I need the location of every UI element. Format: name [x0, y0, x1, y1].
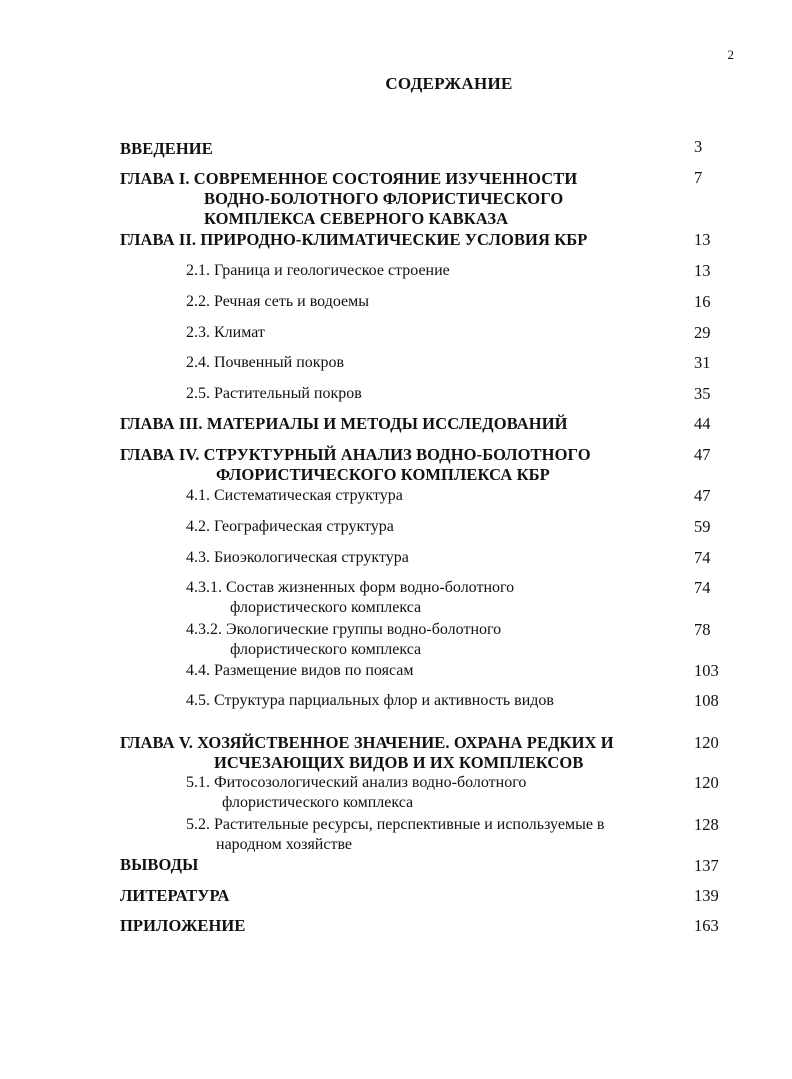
- toc-page-number: 13: [694, 230, 711, 249]
- toc-page-number: 13: [694, 261, 711, 280]
- toc-entry-subsection-cont: флористического комплекса: [230, 641, 422, 658]
- toc-entry-chapter-5-cont: ИСЧЕЗАЮЩИХ ВИДОВ И ИХ КОМПЛЕКСОВ: [214, 753, 584, 772]
- toc-entry-chapter-4-cont: ФЛОРИСТИЧЕСКОГО КОМПЛЕКСА КБР: [216, 465, 550, 484]
- page-number: 2: [727, 47, 734, 62]
- toc-page-number: 3: [694, 137, 703, 156]
- toc-entry-section: 2.3. Климат: [186, 324, 265, 341]
- toc-page-number: 74: [694, 578, 711, 597]
- toc-page-number: 103: [694, 661, 719, 680]
- toc-entry-literature: ЛИТЕРАТУРА: [120, 886, 230, 905]
- toc-page-number: 120: [694, 773, 719, 792]
- toc-page-number: 139: [694, 886, 719, 905]
- toc-entry-subsection: 4.3.1. Состав жизненных форм водно-болотного: [186, 579, 515, 596]
- toc-entry-chapter-1: ГЛАВА I. СОВРЕМЕННОЕ СОСТОЯНИЕ ИЗУЧЕННОСТИ: [120, 169, 578, 188]
- toc-entry-conclusions: ВЫВОДЫ: [120, 855, 199, 874]
- toc-page-number: 35: [694, 384, 711, 403]
- toc-entry-section: 2.1. Граница и геологическое строение: [186, 262, 450, 279]
- toc-entry-chapter-4: ГЛАВА IV. СТРУКТУРНЫЙ АНАЛИЗ ВОДНО-БОЛОТНОГО: [120, 445, 591, 464]
- toc-entry-chapter-1-cont: КОМПЛЕКСА СЕВЕРНОГО КАВКАЗА: [204, 209, 509, 228]
- toc-entry-section: 4.3. Биоэкологическая структура: [186, 549, 409, 566]
- toc-page-number: 120: [694, 733, 719, 752]
- toc-entry-section-cont: народном хозяйстве: [216, 836, 353, 853]
- toc-entry-subsection-cont: флористического комплекса: [230, 599, 422, 616]
- toc-entry-chapter-3: ГЛАВА III. МАТЕРИАЛЫ И МЕТОДЫ ИССЛЕДОВАНИЙ: [120, 414, 568, 433]
- toc-entry-chapter-1-cont: ВОДНО-БОЛОТНОГО ФЛОРИСТИЧЕСКОГО: [204, 189, 564, 208]
- toc-entry-introduction: ВВЕДЕНИЕ: [120, 139, 213, 158]
- toc-page-number: 137: [694, 856, 719, 875]
- toc-entry-section: 4.5. Структура парциальных флор и активность видов: [186, 692, 554, 709]
- toc-page-number: 47: [694, 486, 711, 505]
- toc-page-number: 29: [694, 323, 711, 342]
- toc-entry-section: 5.1. Фитосозологический анализ водно-болотного: [186, 774, 527, 791]
- toc-page-number: 78: [694, 620, 711, 639]
- toc-title: СОДЕРЖАНИЕ: [385, 74, 513, 93]
- toc-page-number: 44: [694, 414, 711, 433]
- toc-entry-appendix: ПРИЛОЖЕНИЕ: [120, 916, 246, 935]
- toc-entry-chapter-5: ГЛАВА V. ХОЗЯЙСТВЕННОЕ ЗНАЧЕНИЕ. ОХРАНА РЕДКИХ И: [120, 733, 614, 752]
- toc-page-number: 74: [694, 548, 711, 567]
- toc-page-number: 7: [694, 168, 703, 187]
- toc-page-number: 16: [694, 292, 711, 311]
- toc-entry-chapter-2: ГЛАВА II. ПРИРОДНО-КЛИМАТИЧЕСКИЕ УСЛОВИЯ КБР: [120, 230, 588, 249]
- toc-entry-section: 2.4. Почвенный покров: [186, 354, 345, 371]
- toc-entry-section: 5.2. Растительные ресурсы, перспективные и используемые в: [186, 816, 605, 833]
- toc-entry-section: 4.2. Географическая структура: [186, 518, 394, 535]
- toc-entry-section-cont: флористического комплекса: [222, 794, 414, 811]
- toc-page-number: 128: [694, 815, 719, 834]
- toc-entry-section: 2.2. Речная сеть и водоемы: [186, 293, 370, 310]
- toc-page-number: 108: [694, 691, 719, 710]
- toc-entry-subsection: 4.3.2. Экологические группы водно-болотного: [186, 621, 502, 638]
- toc-page-number: 163: [694, 916, 719, 935]
- toc-entry-section: 4.4. Размещение видов по поясам: [186, 662, 414, 679]
- toc-entry-section: 4.1. Систематическая структура: [186, 487, 403, 504]
- toc-page-number: 59: [694, 517, 711, 536]
- toc-page-number: 31: [694, 353, 711, 372]
- toc-page-number: 47: [694, 445, 711, 464]
- toc-entry-section: 2.5. Растительный покров: [186, 385, 362, 402]
